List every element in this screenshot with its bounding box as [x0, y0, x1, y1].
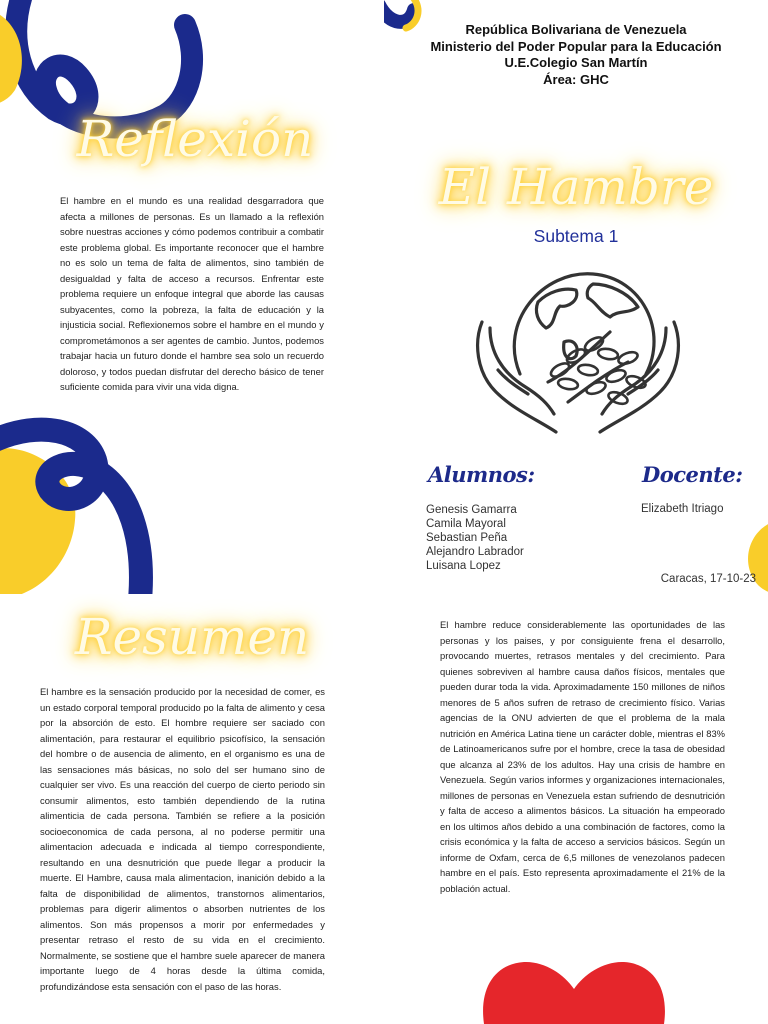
student-name: Alejandro Labrador	[426, 546, 524, 558]
header-line: Área: GHC	[543, 71, 609, 87]
reflexion-text: El hambre en el mundo es una realidad desgarradora que afecta a millones de personas. Es un llamado a la reflexión sobre nuestras acciones y cómo podemos contribuir a combatir este problema global. Es importante reconocer que el hambre no es solo un tema de falta de alimentos, sino también de desigualdad y falta de acceso a recursos. Enfrentar este problema requiere un enfoque integral que aborde las causas subyacentes, como la pobreza, la falta de educación y la injusticia social. Reflexionemos sobre el hambre en el mundo y comprometámonos a ser agentes de cambio. Juntos, podemos trabajar hacia un futuro donde el hambre sea solo un recuerdo doloroso, y todos puedan disfrutar del derecho básico de tener suficiente comida para vivir una vida digna.	[60, 195, 324, 392]
cover-subtitle: Subtema 1	[533, 226, 619, 246]
cover-title: El Hambre	[438, 158, 714, 216]
resumen-continuation-text: El hambre reduce considerablemente las oportunidades de las personas y los paises, y por consiguiente frena el desarrollo, provocando muertes, retrasos mentales y del crecimiento. Para quienes sobreviven al hambre causa daños físicos, mentales que pueden durar toda la vida. Aproximadamente 150 millones de niños menores de 5 años sufren de retraso de crecimiento físico. Varias agencias de la ONU advierten de que el problema de la mala nutrición en América Latina tiene un carácter doble, mientras el 83% de Latinoamericanos sufre por el hombre, crece la tasa de obesidad que alcanza al 23% de los adultos. Hay una crisis de hambre en Venezuela. Según varios informes y organizaciones internacionales, millones de personas en Venezuela estan sufriendo de desnutrición y falta de acceso a alimentos básicos. La situación ha empeorado en los ultimos años debido a una combinación de factores, como la crisis económica y la falta de acceso a servicios básicos. Según un informe de Oxfam, cerca de 6,5 millones de venezolanos padecen hambre en el país. Esto representa aproximadamente el 21% de la población actual.	[440, 619, 725, 894]
resumen-text: El hambre es la sensación producido por la necesidad de comer, es un estado corporal temporal producido po la falta de alimento y cesa por la absorción de esto. El hombre requiere ser saciado con alimentación, para restaurar el equilibrio psicofísico, la sensación del hombre o de ausencia de alimento, en el organismo es una de las sensaciones más básicas, no solo del ser humano sino de cualquier ser vivo. Es una reacción del cuerpo de cierto periodo sin consumir alimentos, esto también dependiendo de la rutina alimenticia de cada persona. También se refiere a la posición socioeconomica de cada persona, al no poderse permitir una alimentacion adecuada e indicada al tiempo correspondiente, resultando en una desnutrición que puede llegar a producir la muerte. El Hambre, causa mala alimentacion, inanición debido a la falta de disponibilidad de alimentos, transtornos alimentarios, problemas para digerir alimentos o absorben nutrientes de los alimentos. Son más propensos a morir por enfermedades y presentar retraso el resto de su vida en el crecimiento. Normalmente, se sostiene que el hambre suele aparecer de manera importante luego de 4 horas desde la última comida, profundizándose esta sensación con el paso de las horas.	[40, 686, 325, 992]
teacher-label: Docente:	[642, 462, 743, 487]
reflexion-title: Reflexión	[76, 110, 314, 168]
student-name: Luisana Lopez	[426, 560, 501, 572]
resumen-panel	[0, 594, 384, 1024]
students-list	[426, 503, 524, 573]
resumen-continuation-panel	[384, 594, 768, 1024]
hands-holding-globe-icon	[468, 262, 688, 437]
student-name: Camila Mayoral	[426, 518, 506, 530]
heart-shape	[384, 594, 768, 1024]
header-line: U.E.Colegio San Martín	[504, 55, 648, 70]
students-label: Alumnos:	[428, 462, 535, 487]
teacher-name: Elizabeth Itriago	[641, 503, 724, 515]
cover-panel	[384, 0, 768, 594]
student-name: Genesis Gamarra	[426, 504, 517, 516]
header-line: República Bolivariana de Venezuela	[465, 22, 687, 37]
resumen-title: Resumen	[74, 608, 310, 666]
header-line: Ministerio del Poder Popular para la Educación	[430, 38, 722, 54]
reflexion-panel	[0, 0, 384, 594]
institution-header	[384, 22, 768, 88]
student-name: Sebastian Peña	[426, 532, 508, 544]
place-date: Caracas, 17-10-23	[660, 573, 756, 585]
